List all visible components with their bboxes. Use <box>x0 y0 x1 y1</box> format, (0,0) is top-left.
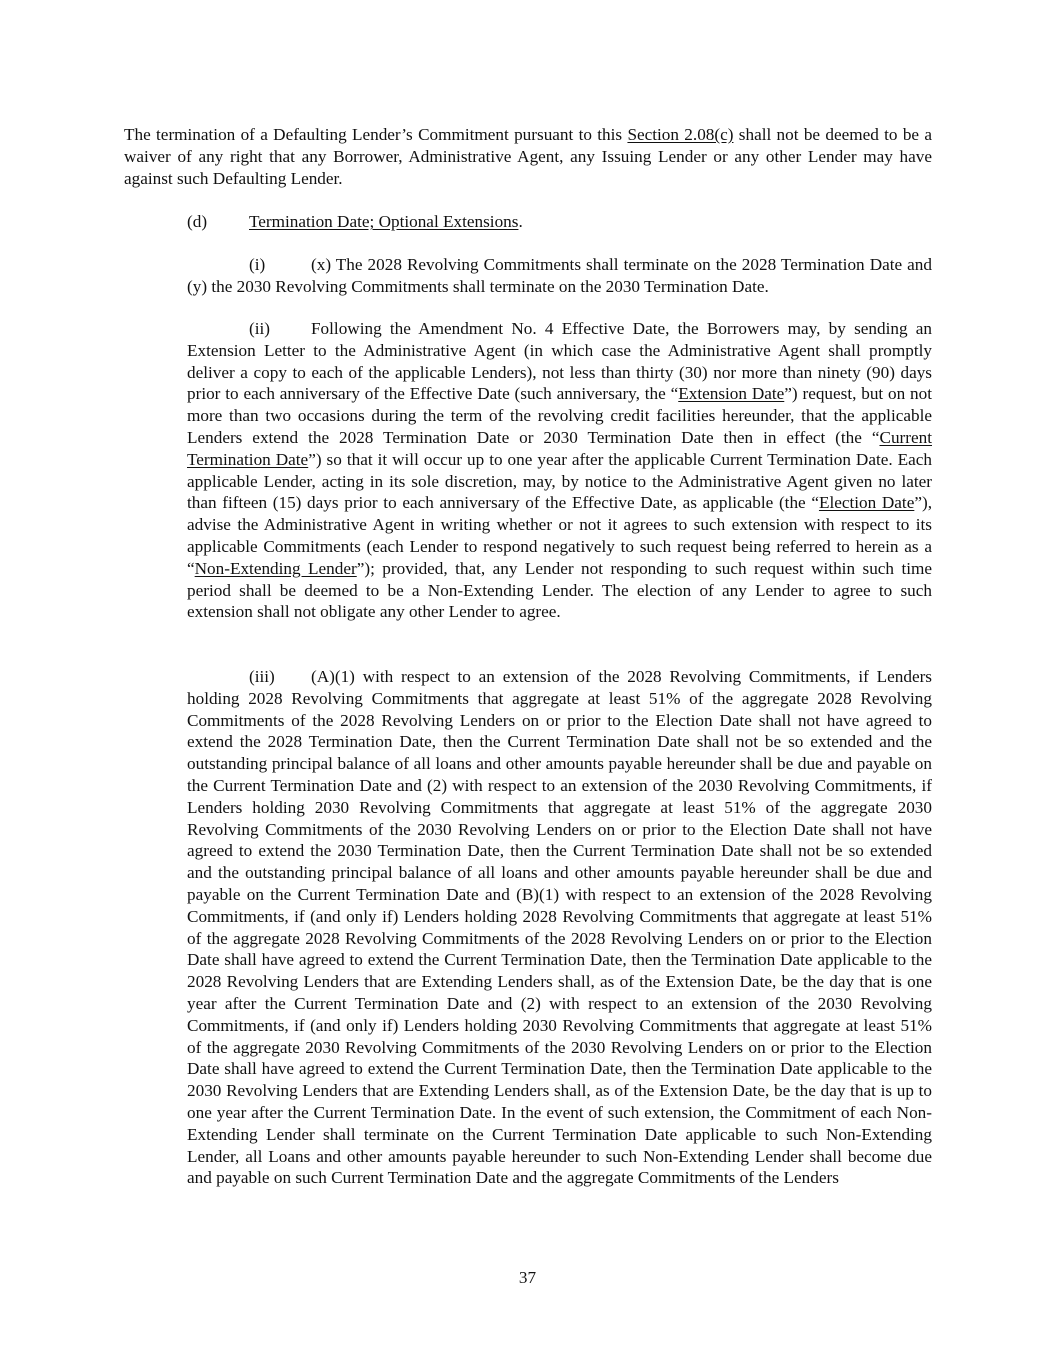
defined-term-current-termination-date: Current Termination Date <box>187 427 932 469</box>
section-d-heading <box>187 211 932 233</box>
paragraph-text: (x) The 2028 Revolving Commitments shall terminate on the 2028 Termination Date and (y) the 2030 Revolving Commitments shall terminate on the 2030 Termination Date. <box>187 255 932 296</box>
paragraph-text: ”), advise the Administrative Agent in writing whether or not it agrees to such extension with respect to its applicable Commitments (each Lender to respond negatively to such request being referred to herein as a “ <box>187 493 932 578</box>
paragraph-defaulting-lender <box>124 124 932 189</box>
paragraph-i <box>187 254 932 298</box>
paragraph-text: Following the Amendment No. 4 Effective Date, the Borrowers may, by sending an Extension Letter to the Administrative Agent (in which case the Administrative Agent shall promptly deliver a copy to each of the applicable Lenders), not less than thirty (30) nor more than ninety (90) days prior to each anniversary of the Effective Date (such anniversary, the “ <box>187 319 932 404</box>
page-number: 37 <box>518 1268 537 1287</box>
paragraph-text: ”) request, but on not more than two occasions during the term of the revolving credit facilities hereunder, that the applicable Lenders extend the 2028 Termination Date or 2030 Termination Date then in effect (the “ <box>187 384 933 447</box>
clause-number: (i) <box>249 255 266 274</box>
section-number: (d) <box>187 212 208 231</box>
section-reference: Section 2.08(c) <box>627 125 734 144</box>
paragraph-text: ”) so that it will occur up to one year after the applicable Current Termination Date. Each applicable Lender, acting in its sole discretion, may, by notice to the Administrative Agent given no later than fifteen (15) days prior to each anniversary of the Effective Date, as applicable (the “ <box>187 449 933 513</box>
paragraph-text: ”); provided, that, any Lender not responding to such request within such time period shall be deemed to be a Non-Extending Lender. The election of any Lender to agree to such extension shall not obligate any other Lender to agree. <box>187 558 932 622</box>
clause-number: (ii) <box>249 319 270 338</box>
paragraph-ii <box>187 318 932 623</box>
section-heading: Termination Date; Optional Extensions <box>249 212 519 231</box>
paragraph-text: (A)(1) with respect to an extension of the 2028 Revolving Commitments, if Lenders holding 2028 Revolving Commitments that aggregate at least 51% of the aggregate 2028 Revolving Commitments of the 2028 Revolving Lenders on or prior to the Election Date shall not have agreed to extend the 2028 Termination Date, then the Current Termination Date shall not be so extended and the outstanding principal balance of all loans and other amounts payable hereunder shall be due and payable on the Current Termination Date and (2) with respect to an extension of the 2030 Revolving Commitments, if Lenders holding 2030 Revolving Commitments that aggregate at least 51% of the aggregate 2030 Revolving Commitments of the 2030 Revolving Lenders on or prior to the Election Date shall not have agreed to extend the 2030 Termination Date, then the Current Termination Date shall not be so extended and the outstanding principal balance of all loans and other amounts payable hereunder shall be due and payable on the Current Termination Date and (B)(1) with respect to an extension of the 2028 Revolving Commitments, if (and only if) Lenders holding 2028 Revolving Commitments that aggregate at least 51% of the aggregate 2028 Revolving Commitments of the 2028 Revolving Lenders on or prior to the Election Date shall have agreed to extend the Current Termination Date, then the Termination Date applicable to the 2028 Revolving Lenders that are Extending Lenders shall, as of the Extension Date, be the day that is one year after the Current Termination Date and (2) with respect to an extension of the 2030 Revolving Commitments, if (and only if) Lenders holding 2030 Revolving Commitments that aggregate at least 51% of the aggregate 2030 Revolving Commitments of the 2030 Revolving Lenders on or prior to the Election Date shall have agreed to extend the Current Termination Date, then the Termination Date applicable to the 2030 Revolving Lenders that are Extending Lenders shall, as of the Extension Date, be the day that is up to one year after the Current Termination Date. In the event of such extension, the Commitment of each Non-Extending Lender shall terminate on the Current Termination Date applicable to such Non-Extending Lender, all Loans and other amounts payable hereunder to such Non-Extending Lender shall become due and payable on such Current Termination Date and the aggregate Commitments of the Lenders <box>187 667 932 1188</box>
defined-term-election-date: Election Date <box>818 493 915 513</box>
paragraph-text: The termination of a Defaulting Lender’s Commitment pursuant to this <box>124 125 628 144</box>
defined-term-extension-date: Extension Date <box>678 384 785 404</box>
paragraph-text: shall not be deemed to be a waiver of any right that any Borrower, Administrative Agent, any Issuing Lender or any other Lender may have against such Defaulting Lender. <box>124 125 932 188</box>
paragraph-iii <box>187 666 932 1189</box>
defined-term-non-extending-lender: Non-Extending Lender <box>194 558 357 578</box>
heading-period: . <box>518 212 523 231</box>
clause-number: (iii) <box>249 667 275 686</box>
